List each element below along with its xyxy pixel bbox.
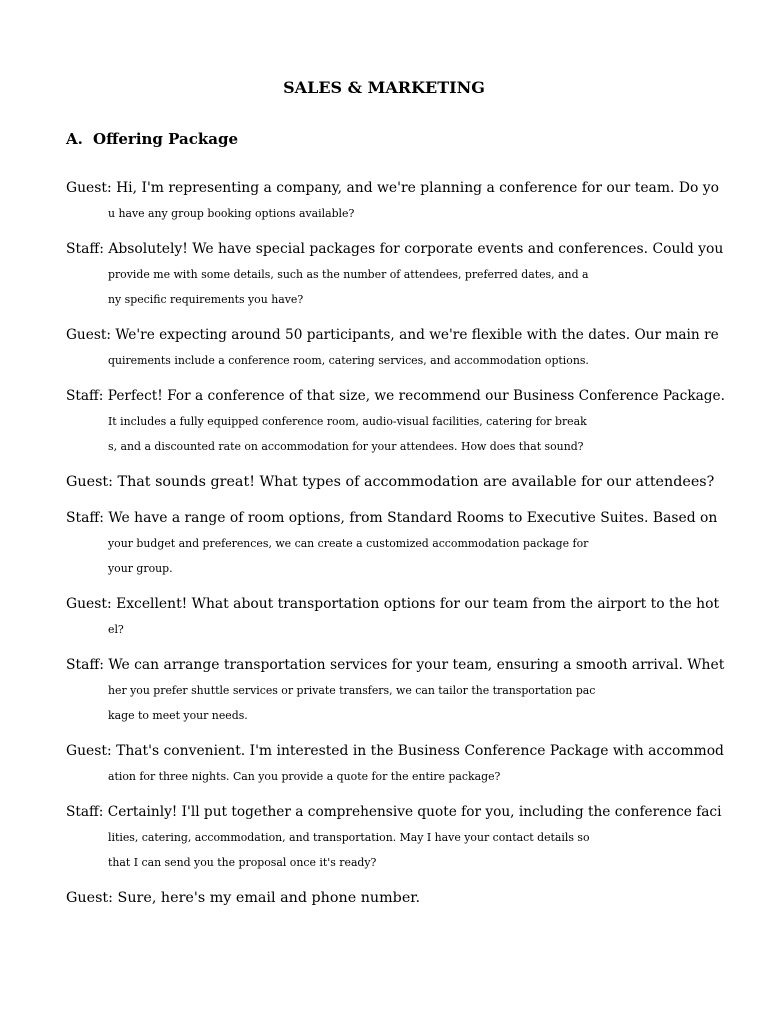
dialogue-line: Guest: Hi, I'm representing a company, and we're planning a conference for our team. Do yo xyxy=(66,180,719,196)
dialogue-turn xyxy=(66,237,724,312)
dialogue-turn xyxy=(66,323,719,373)
dialogue-line: s, and a discounted rate on accommodation for your attendees. How does that sound? xyxy=(108,440,584,453)
dialogue-line: your group. xyxy=(108,562,173,575)
dialogue-line: It includes a fully equipped conference room, audio-visual facilities, catering for break xyxy=(108,415,587,428)
dialogue xyxy=(66,176,726,922)
dialogue-line: Staff: We can arrange transportation services for your team, ensuring a smooth arrival. Whet xyxy=(66,657,725,673)
dialogue-line: Guest: That sounds great! What types of accommodation are available for our attendees? xyxy=(66,474,715,490)
section-number: A. xyxy=(66,130,83,148)
dialogue-line: Guest: That's convenient. I'm interested in the Business Conference Package with accommod xyxy=(66,743,724,759)
dialogue-line: Staff: We have a range of room options, from Standard Rooms to Executive Suites. Based on xyxy=(66,510,718,526)
dialogue-turn xyxy=(66,592,720,642)
dialogue-turn xyxy=(66,470,715,495)
dialogue-line: Guest: We're expecting around 50 participants, and we're flexible with the dates. Our main re xyxy=(66,327,719,343)
dialogue-line: ny specific requirements you have? xyxy=(108,293,304,306)
dialogue-line: provide me with some details, such as the number of attendees, preferred dates, and a xyxy=(108,268,589,281)
dialogue-turn xyxy=(66,653,725,728)
dialogue-line: Staff: Perfect! For a conference of that size, we recommend our Business Conference Package. xyxy=(66,388,726,404)
dialogue-line: lities, catering, accommodation, and transportation. May I have your contact details so xyxy=(108,831,590,844)
dialogue-turn xyxy=(66,506,718,581)
page-title: SALES & MARKETING xyxy=(283,78,485,97)
dialogue-turn xyxy=(66,800,722,875)
dialogue-line: her you prefer shuttle services or private transfers, we can tailor the transportation pac xyxy=(108,684,596,697)
dialogue-line: Guest: Excellent! What about transportation options for our team from the airport to the hot xyxy=(66,596,720,612)
section-heading xyxy=(66,128,238,150)
dialogue-line: your budget and preferences, we can create a customized accommodation package for xyxy=(108,537,589,550)
dialogue-line: el? xyxy=(108,623,124,636)
dialogue-line: Staff: Certainly! I'll put together a comprehensive quote for you, including the conference faci xyxy=(66,804,722,820)
dialogue-line: that I can send you the proposal once it's ready? xyxy=(108,856,377,869)
dialogue-line: quirements include a conference room, catering services, and accommodation options. xyxy=(108,354,589,367)
dialogue-line: Guest: Sure, here's my email and phone number. xyxy=(66,890,421,906)
dialogue-turn xyxy=(66,739,724,789)
section-title: Offering Package xyxy=(93,130,239,148)
dialogue-line: Staff: Absolutely! We have special packages for corporate events and conferences. Could you xyxy=(66,241,724,257)
dialogue-line: ation for three nights. Can you provide a quote for the entire package? xyxy=(108,770,501,783)
dialogue-turn xyxy=(66,176,719,226)
dialogue-line: kage to meet your needs. xyxy=(108,709,248,722)
dialogue-line: u have any group booking options available? xyxy=(108,207,355,220)
dialogue-turn xyxy=(66,886,706,911)
dialogue-turn xyxy=(66,384,726,459)
